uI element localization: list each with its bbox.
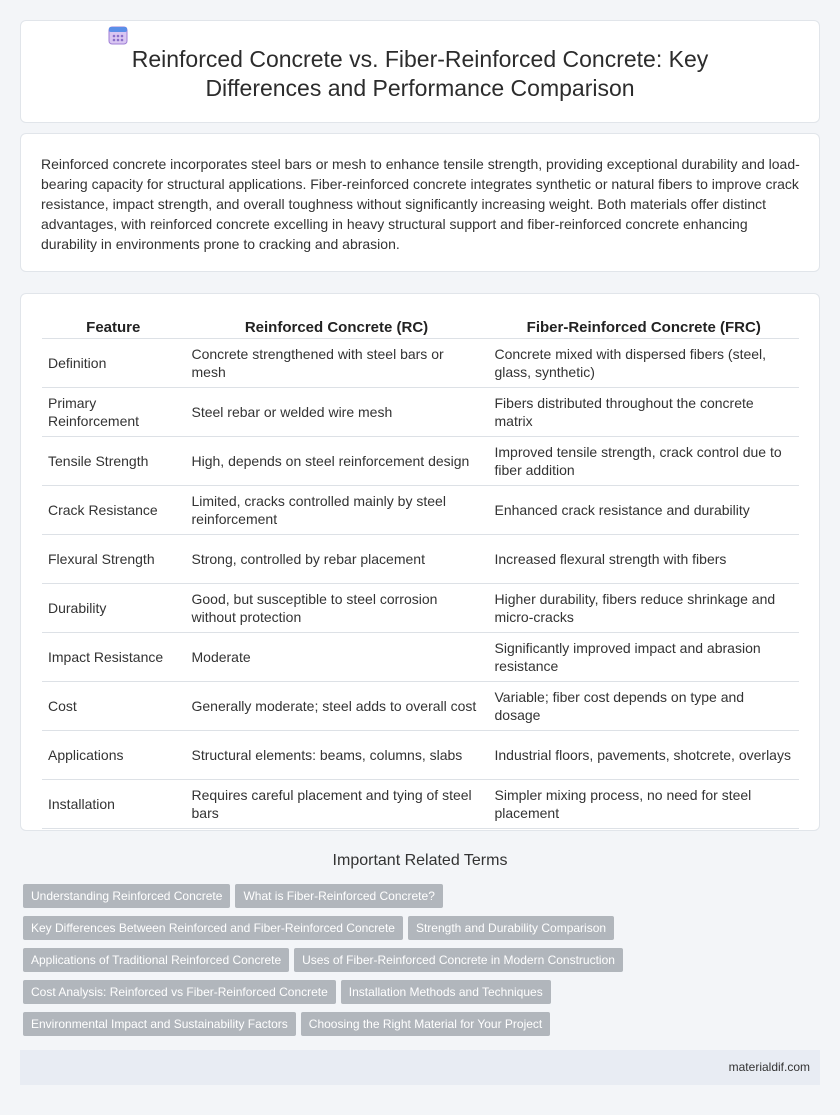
frc-cell: Enhanced crack resistance and durability — [488, 485, 799, 534]
comparison-table-card — [20, 293, 820, 831]
column-header-frc: Fiber-Reinforced Concrete (FRC) — [488, 315, 799, 338]
table-row — [42, 632, 799, 681]
frc-cell: Improved tensile strength, crack control due to fiber addition — [488, 436, 799, 485]
tag-row — [23, 948, 623, 980]
related-term-tag[interactable]: Strength and Durability Comparison — [408, 916, 614, 940]
table-header-row — [42, 315, 799, 338]
tag-row — [23, 980, 623, 1012]
table-row — [42, 583, 799, 632]
rc-cell: Good, but susceptible to steel corrosion without protection — [185, 583, 488, 632]
rc-cell: Limited, cracks controlled mainly by steel reinforcement — [185, 485, 488, 534]
feature-cell: Applications — [42, 730, 185, 779]
comparison-table — [42, 315, 799, 829]
table-row — [42, 387, 799, 436]
calendar-icon — [107, 24, 129, 46]
column-header-feature: Feature — [42, 315, 185, 338]
rc-cell: Structural elements: beams, columns, slabs — [185, 730, 488, 779]
rc-cell: High, depends on steel reinforcement design — [185, 436, 488, 485]
tag-row — [23, 884, 623, 916]
related-term-tag[interactable]: Uses of Fiber-Reinforced Concrete in Modern Construction — [294, 948, 623, 972]
frc-cell: Significantly improved impact and abrasion resistance — [488, 632, 799, 681]
feature-cell: Tensile Strength — [42, 436, 185, 485]
feature-cell: Flexural Strength — [42, 534, 185, 583]
feature-cell: Primary Reinforcement — [42, 387, 185, 436]
rc-cell: Generally moderate; steel adds to overall cost — [185, 681, 488, 730]
footer — [20, 1050, 820, 1085]
frc-cell: Increased flexural strength with fibers — [488, 534, 799, 583]
related-term-tag[interactable]: What is Fiber-Reinforced Concrete? — [235, 884, 442, 908]
frc-cell: Simpler mixing process, no need for steel placement — [488, 779, 799, 828]
rc-cell: Steel rebar or welded wire mesh — [185, 387, 488, 436]
header-card — [20, 20, 820, 123]
table-row — [42, 534, 799, 583]
feature-cell: Crack Resistance — [42, 485, 185, 534]
frc-cell: Variable; fiber cost depends on type and dosage — [488, 681, 799, 730]
related-term-tag[interactable]: Installation Methods and Techniques — [341, 980, 551, 1004]
frc-cell: Fibers distributed throughout the concrete matrix — [488, 387, 799, 436]
feature-cell: Installation — [42, 779, 185, 828]
related-term-tag[interactable]: Cost Analysis: Reinforced vs Fiber-Reinforced Concrete — [23, 980, 336, 1004]
frc-cell: Higher durability, fibers reduce shrinkage and micro-cracks — [488, 583, 799, 632]
rc-cell: Requires careful placement and tying of steel bars — [185, 779, 488, 828]
intro-paragraph: Reinforced concrete incorporates steel bars or mesh to enhance tensile strength, providing exceptional durability and load-bearing capacity for structural applications. Fiber-reinforced concrete integrates synthetic or natural fibers to improve crack resistance, impact strength, and overall toughness without significantly increasing weight. Both materials offer distinct advantages, with reinforced concrete excelling in heavy structural support and fiber-reinforced concrete enhancing durability in environments prone to cracking and abrasion. — [41, 156, 800, 252]
frc-cell: Industrial floors, pavements, shotcrete, overlays — [488, 730, 799, 779]
intro-card — [20, 133, 820, 272]
rc-cell: Concrete strengthened with steel bars or mesh — [185, 338, 488, 387]
tag-row — [23, 916, 623, 948]
related-term-tag[interactable]: Applications of Traditional Reinforced Concrete — [23, 948, 289, 972]
column-header-rc: Reinforced Concrete (RC) — [185, 315, 488, 338]
table-row — [42, 681, 799, 730]
site-name[interactable]: materialdif.com — [728, 1060, 810, 1074]
related-terms-list — [23, 884, 623, 1044]
related-term-tag[interactable]: Environmental Impact and Sustainability Factors — [23, 1012, 296, 1036]
feature-cell: Durability — [42, 583, 185, 632]
feature-cell: Impact Resistance — [42, 632, 185, 681]
page-title: Reinforced Concrete vs. Fiber-Reinforced Concrete: Key Differences and Performance Comparison — [131, 46, 709, 101]
rc-cell: Strong, controlled by rebar placement — [185, 534, 488, 583]
table-row — [42, 436, 799, 485]
related-term-tag[interactable]: Key Differences Between Reinforced and Fiber-Reinforced Concrete — [23, 916, 403, 940]
table-row — [42, 338, 799, 387]
feature-cell: Cost — [42, 681, 185, 730]
rc-cell: Moderate — [185, 632, 488, 681]
table-row — [42, 779, 799, 828]
related-term-tag[interactable]: Choosing the Right Material for Your Project — [301, 1012, 550, 1036]
feature-cell: Definition — [42, 338, 185, 387]
table-row — [42, 485, 799, 534]
table-row — [42, 730, 799, 779]
related-term-tag[interactable]: Understanding Reinforced Concrete — [23, 884, 230, 908]
tag-row — [23, 1012, 623, 1044]
frc-cell: Concrete mixed with dispersed fibers (steel, glass, synthetic) — [488, 338, 799, 387]
related-terms-heading: Important Related Terms — [332, 852, 508, 869]
